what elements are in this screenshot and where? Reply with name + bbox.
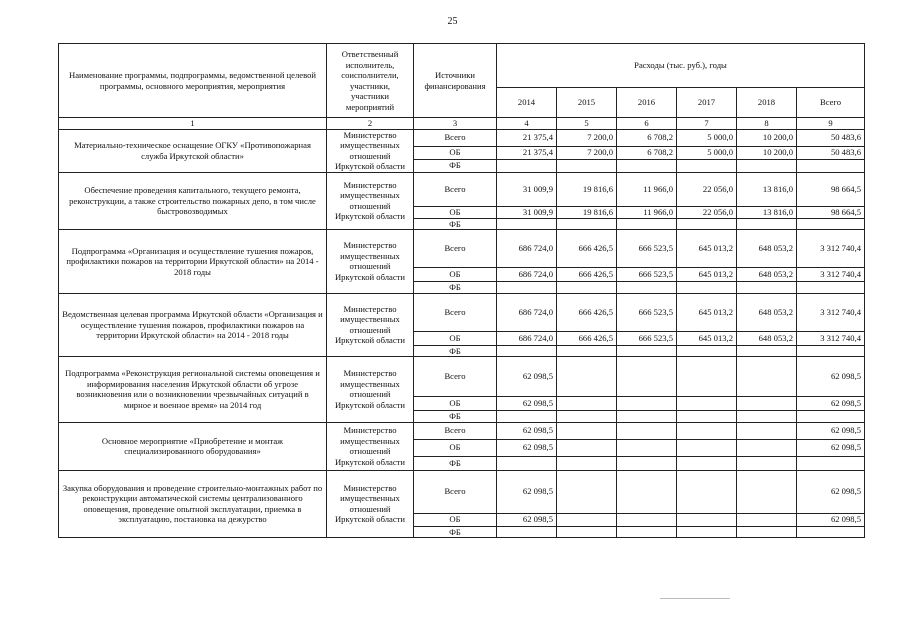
expense-cell [617, 513, 677, 526]
header-total: Всего [797, 88, 865, 118]
expense-cell [557, 397, 617, 411]
expense-cell: 13 816,0 [737, 172, 797, 206]
expense-cell [737, 513, 797, 526]
expense-cell [617, 439, 677, 456]
responsible-executor: Министерство имущественных отношений Иркутской области [327, 129, 414, 172]
expense-cell [497, 456, 557, 470]
expense-cell: 666 426,5 [557, 293, 617, 331]
expense-cell: 648 053,2 [737, 268, 797, 282]
expense-cell [737, 345, 797, 357]
expense-cell [617, 159, 677, 172]
expense-cell: 666 523,5 [617, 230, 677, 268]
expense-cell [677, 282, 737, 294]
page-number: 25 [447, 16, 458, 27]
expense-cell [557, 439, 617, 456]
measure-name: Закупка оборудования и проведение строительно-монтажных работ по реконструкции автоматической системы централизованного оповещения, проведение опытной эксплуатации, приемка в эксплуатацию, постановка на дежурство [59, 470, 327, 538]
funding-source: ОБ [414, 439, 497, 456]
table-row [59, 230, 865, 268]
expense-cell [677, 456, 737, 470]
funding-source: Всего [414, 470, 497, 513]
header-year: 2017 [677, 88, 737, 118]
expense-cell [617, 422, 677, 439]
expense-cell [677, 470, 737, 513]
expense-cell [677, 439, 737, 456]
funding-source: Всего [414, 230, 497, 268]
expense-cell [617, 345, 677, 357]
expense-cell: 31 009,9 [497, 206, 557, 218]
expense-cell [737, 159, 797, 172]
measure-name: Обеспечение проведения капитального, текущего ремонта, реконструкции, а также строительство пожарных депо, в том числе быстровозводимых [59, 172, 327, 230]
responsible-executor: Министерство имущественных отношений Иркутской области [327, 357, 414, 423]
column-index: 5 [557, 118, 617, 130]
expense-cell: 686 724,0 [497, 331, 557, 345]
expense-cell [737, 397, 797, 411]
scan-mark [660, 598, 730, 599]
expense-cell: 62 098,5 [497, 470, 557, 513]
expense-cell: 6 708,2 [617, 146, 677, 159]
expense-cell: 645 013,2 [677, 331, 737, 345]
expense-cell: 21 375,4 [497, 129, 557, 146]
total-cell [797, 159, 865, 172]
expense-cell [497, 218, 557, 230]
expense-cell [737, 411, 797, 423]
column-index: 6 [617, 118, 677, 130]
expense-cell: 666 426,5 [557, 268, 617, 282]
measure-name: Подпрограмма «Реконструкция региональной системы оповещения и информирования населения Иркутской области об угрозе возникновения или о возникновении чрезвычайных ситуаций в мирное и военное время» на 2014 год [59, 357, 327, 423]
funding-source: ФБ [414, 159, 497, 172]
expense-cell [677, 357, 737, 397]
table-row [59, 172, 865, 206]
expense-cell [677, 159, 737, 172]
responsible-executor: Министерство имущественных отношений Иркутской области [327, 230, 414, 294]
expense-cell: 7 200,0 [557, 129, 617, 146]
expense-cell: 31 009,9 [497, 172, 557, 206]
total-cell: 3 312 740,4 [797, 331, 865, 345]
column-index: 9 [797, 118, 865, 130]
header-expenses: Расходы (тыс. руб.), годы [497, 44, 865, 88]
funding-source: ОБ [414, 206, 497, 218]
table-row [59, 470, 865, 513]
responsible-executor: Министерство имущественных отношений Иркутской области [327, 293, 414, 357]
expense-cell: 645 013,2 [677, 230, 737, 268]
table-row [59, 129, 865, 146]
funding-source: ОБ [414, 331, 497, 345]
header-year: 2015 [557, 88, 617, 118]
expense-cell: 645 013,2 [677, 268, 737, 282]
expense-cell: 62 098,5 [497, 357, 557, 397]
expense-cell: 666 523,5 [617, 268, 677, 282]
expense-cell: 5 000,0 [677, 146, 737, 159]
column-index: 8 [737, 118, 797, 130]
expense-cell: 62 098,5 [497, 513, 557, 526]
expense-cell [737, 439, 797, 456]
expense-cell: 62 098,5 [497, 439, 557, 456]
funding-source: Всего [414, 172, 497, 206]
responsible-executor: Министерство имущественных отношений Иркутской области [327, 172, 414, 230]
expense-cell [557, 218, 617, 230]
header-name: Наименование программы, подпрограммы, ведомственной целевой программы, основного мероприятия, мероприятия [59, 44, 327, 118]
expense-cell [737, 470, 797, 513]
expense-cell [557, 526, 617, 538]
total-cell [797, 282, 865, 294]
expense-cell [737, 357, 797, 397]
expense-cell [677, 345, 737, 357]
expense-cell [677, 422, 737, 439]
expense-cell [497, 159, 557, 172]
expense-cell: 13 816,0 [737, 206, 797, 218]
expense-cell: 666 523,5 [617, 293, 677, 331]
total-cell [797, 411, 865, 423]
funding-source: ОБ [414, 268, 497, 282]
expense-cell [677, 218, 737, 230]
expense-cell: 648 053,2 [737, 230, 797, 268]
total-cell: 3 312 740,4 [797, 230, 865, 268]
expense-cell: 10 200,0 [737, 129, 797, 146]
expense-cell [737, 282, 797, 294]
total-cell: 3 312 740,4 [797, 293, 865, 331]
total-cell: 62 098,5 [797, 439, 865, 456]
column-index: 1 [59, 118, 327, 130]
expense-cell: 21 375,4 [497, 146, 557, 159]
total-cell [797, 218, 865, 230]
funding-source: ОБ [414, 397, 497, 411]
expense-cell [557, 513, 617, 526]
expense-cell: 62 098,5 [497, 422, 557, 439]
expense-cell: 648 053,2 [737, 331, 797, 345]
expense-cell: 22 056,0 [677, 172, 737, 206]
expense-cell [557, 357, 617, 397]
expense-cell [497, 345, 557, 357]
header-sources: Источники финансирования [414, 44, 497, 118]
header-year: 2016 [617, 88, 677, 118]
expense-cell: 10 200,0 [737, 146, 797, 159]
expense-cell [617, 218, 677, 230]
header-responsible: Ответственный исполнитель, соисполнители, участники, участники мероприятий [327, 44, 414, 118]
responsible-executor: Министерство имущественных отношений Иркутской области [327, 422, 414, 470]
expense-cell: 62 098,5 [497, 397, 557, 411]
expense-cell [617, 526, 677, 538]
expense-cell: 686 724,0 [497, 268, 557, 282]
funding-source: ФБ [414, 526, 497, 538]
column-index: 7 [677, 118, 737, 130]
column-index: 3 [414, 118, 497, 130]
expense-cell [677, 411, 737, 423]
measure-name: Подпрограмма «Организация и осуществление тушения пожаров, профилактики пожаров на территории Иркутской области» на 2014 - 2018 годы [59, 230, 327, 294]
expense-cell [497, 282, 557, 294]
header-year: 2014 [497, 88, 557, 118]
expense-cell [677, 397, 737, 411]
total-cell: 62 098,5 [797, 513, 865, 526]
expense-cell [737, 218, 797, 230]
funding-source: ОБ [414, 146, 497, 159]
expense-cell [557, 456, 617, 470]
expense-cell [737, 422, 797, 439]
expense-cell: 11 966,0 [617, 172, 677, 206]
expense-cell [497, 526, 557, 538]
expense-cell [617, 470, 677, 513]
expense-cell [557, 470, 617, 513]
expense-cell [617, 357, 677, 397]
expense-cell [677, 526, 737, 538]
total-cell [797, 456, 865, 470]
expense-cell [617, 411, 677, 423]
total-cell: 62 098,5 [797, 357, 865, 397]
expense-cell [557, 422, 617, 439]
expense-cell: 22 056,0 [677, 206, 737, 218]
funding-source: ОБ [414, 513, 497, 526]
expense-cell: 7 200,0 [557, 146, 617, 159]
table-row [59, 422, 865, 439]
expense-cell: 648 053,2 [737, 293, 797, 331]
total-cell: 3 312 740,4 [797, 268, 865, 282]
total-cell: 98 664,5 [797, 172, 865, 206]
total-cell: 98 664,5 [797, 206, 865, 218]
expense-cell: 645 013,2 [677, 293, 737, 331]
expense-cell: 11 966,0 [617, 206, 677, 218]
expense-cell: 19 816,6 [557, 206, 617, 218]
total-cell: 62 098,5 [797, 470, 865, 513]
expense-cell [557, 411, 617, 423]
total-cell [797, 345, 865, 357]
expense-cell: 6 708,2 [617, 129, 677, 146]
funding-source: Всего [414, 357, 497, 397]
expense-cell [677, 513, 737, 526]
expense-cell: 19 816,6 [557, 172, 617, 206]
total-cell [797, 526, 865, 538]
expense-cell: 666 426,5 [557, 230, 617, 268]
table-row [59, 293, 865, 331]
column-index: 4 [497, 118, 557, 130]
funding-source: ФБ [414, 218, 497, 230]
table-row [59, 357, 865, 397]
expense-cell [557, 282, 617, 294]
funding-source: ФБ [414, 411, 497, 423]
total-cell: 62 098,5 [797, 422, 865, 439]
measure-name: Основное мероприятие «Приобретение и монтаж специализированного оборудования» [59, 422, 327, 470]
expense-cell [737, 526, 797, 538]
funding-source: ФБ [414, 282, 497, 294]
funding-source: Всего [414, 129, 497, 146]
funding-source: ФБ [414, 456, 497, 470]
total-cell: 50 483,6 [797, 129, 865, 146]
expense-cell [617, 397, 677, 411]
responsible-executor: Министерство имущественных отношений Иркутской области [327, 470, 414, 538]
expense-cell [617, 456, 677, 470]
total-cell: 50 483,6 [797, 146, 865, 159]
expense-cell: 666 426,5 [557, 331, 617, 345]
total-cell: 62 098,5 [797, 397, 865, 411]
expense-cell: 686 724,0 [497, 293, 557, 331]
measure-name: Материально-техническое оснащение ОГКУ «Противопожарная служба Иркутской области» [59, 129, 327, 172]
expense-cell [737, 456, 797, 470]
budget-table [58, 43, 865, 538]
expense-cell: 5 000,0 [677, 129, 737, 146]
funding-source: Всего [414, 422, 497, 439]
funding-source: ФБ [414, 345, 497, 357]
expense-cell [497, 411, 557, 423]
expense-cell [557, 345, 617, 357]
column-index: 2 [327, 118, 414, 130]
expense-cell [617, 282, 677, 294]
funding-source: Всего [414, 293, 497, 331]
measure-name: Ведомственная целевая программа Иркутской области «Организация и осуществление тушения пожаров, профилактики пожаров на территории Иркутской области» на 2014 - 2018 годы [59, 293, 327, 357]
expense-cell: 686 724,0 [497, 230, 557, 268]
expense-cell: 666 523,5 [617, 331, 677, 345]
header-year: 2018 [737, 88, 797, 118]
expense-cell [557, 159, 617, 172]
